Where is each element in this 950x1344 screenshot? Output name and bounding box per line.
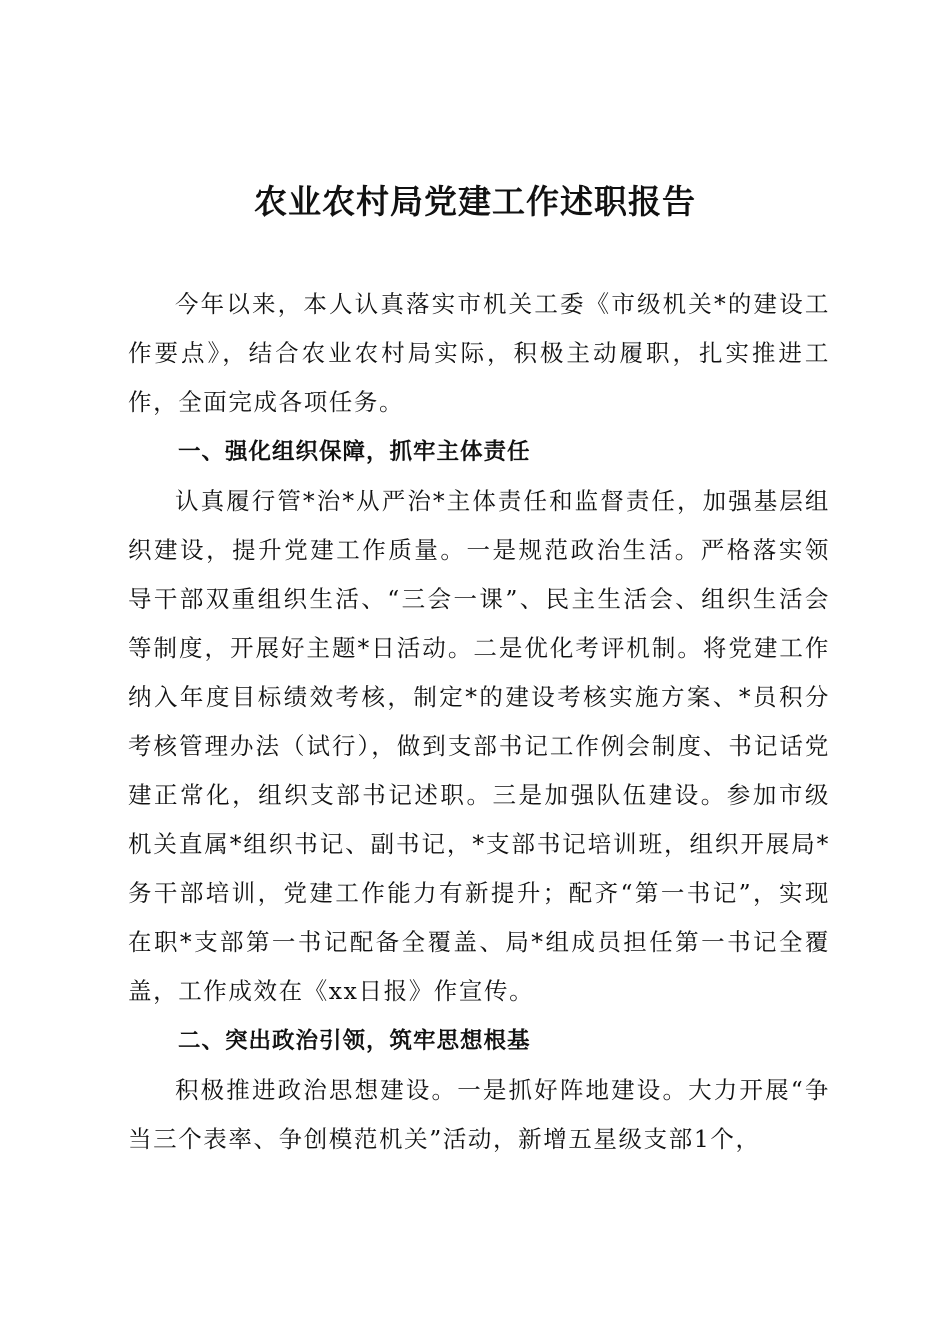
intro-paragraph: 今年以来，本人认真落实市机关工委《市级机关*的建设工作要点》，结合农业农村局实际，积极主动履职，扎实推进工作，全面完成各项任务。 [128,290,830,416]
section-1-heading: 一、强化组织保障，抓牢主体责任 [178,439,531,465]
section-2-paragraph: 积极推进政治思想建设。一是抓好阵地建设。大力开展“争当三个表率、争创模范机关”活动，新增五星级支部1个， [128,1076,830,1153]
section-1-paragraph: 认真履行管*治*从严治*主体责任和监督责任，加强基层组织建设，提升党建工作质量。一是规范政治生活。严格落实领导干部双重组织生活、“三会一课”、民主生活会、组织生活会等制度，开展好主题*日活动。二是优化考评机制。将党建工作纳入年度目标绩效考核，制定*的建设考核实施方案、*员积分考核管理办法（试行），做到支部书记工作例会制度、书记话党建正常化，组织支部书记述职。三是加强队伍建设。参加市级机关直属*组织书记、副书记，*支部书记培训班，组织开展局*务干部培训，党建工作能力有新提升；配齐“第一书记”，实现在职*支部第一书记配备全覆盖、局*组成员担任第一书记全覆盖，工作成效在《xx日报》作宣传。 [128,487,830,1005]
document-title: 农业农村局党建工作述职报告 [254,182,696,221]
section-2-heading: 二、突出政治引领，筑牢思想根基 [178,1028,531,1054]
document-body [128,280,830,1164]
